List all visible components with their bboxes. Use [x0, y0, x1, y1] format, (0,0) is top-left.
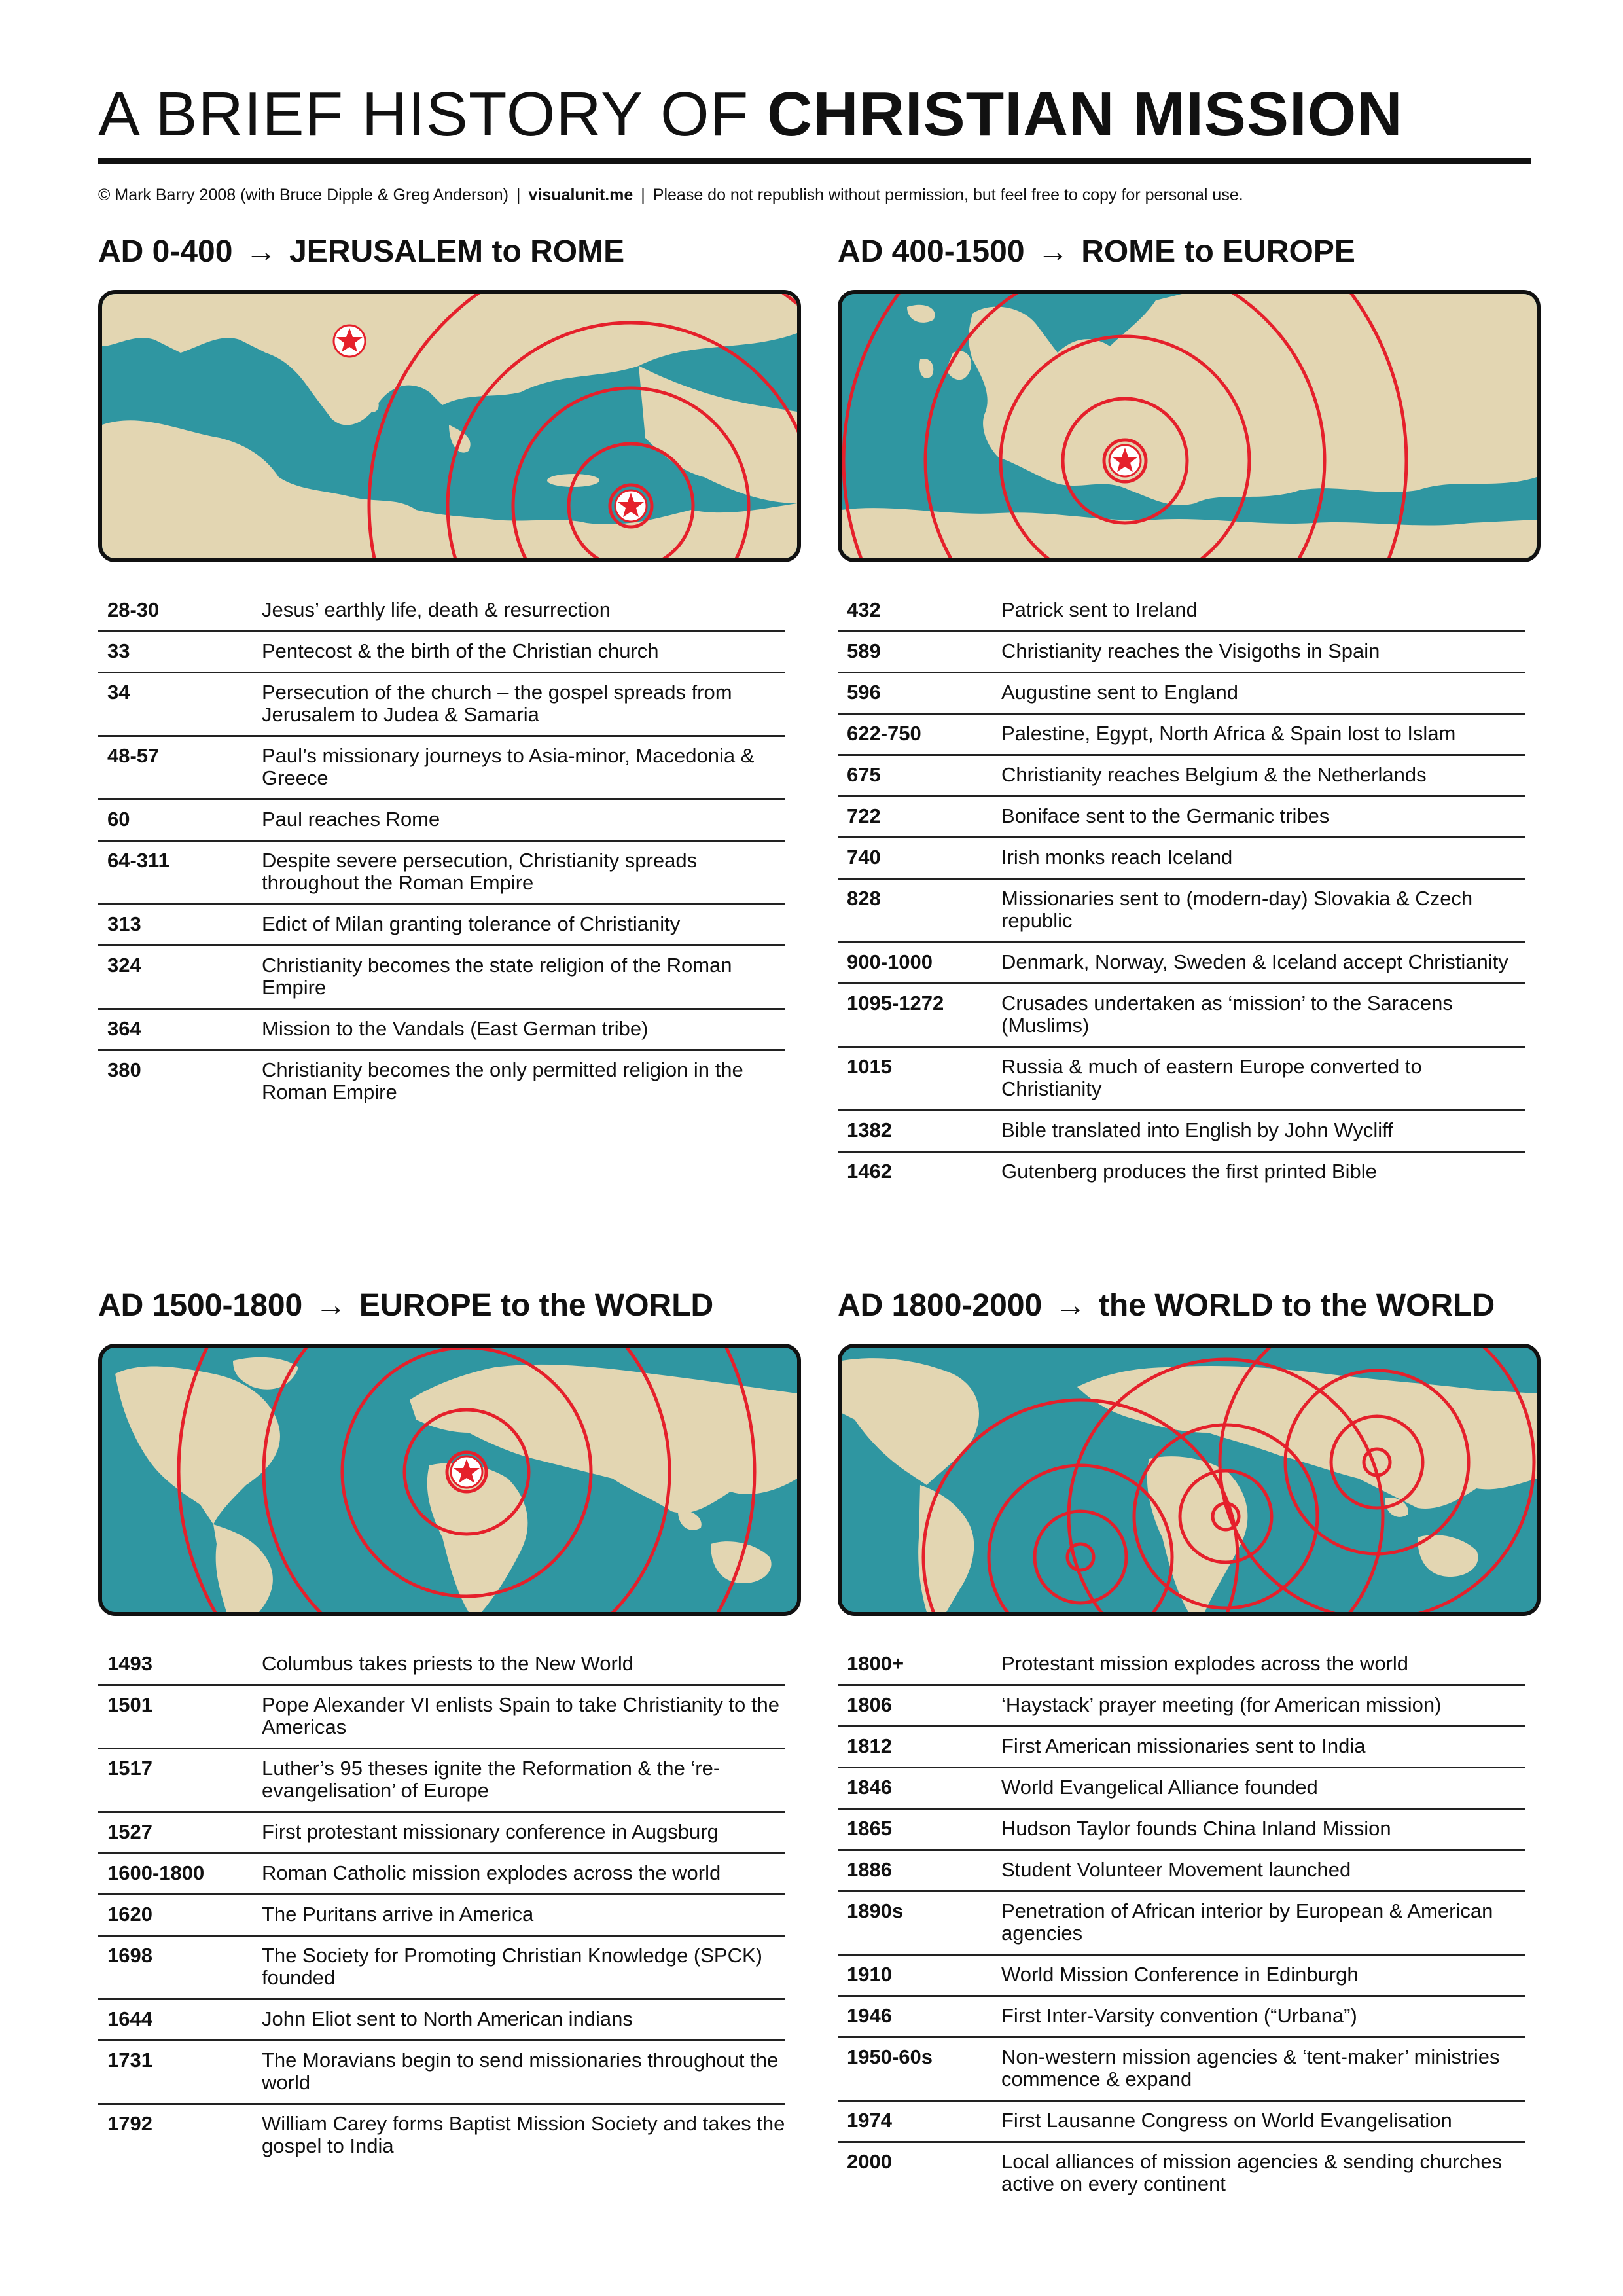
table-row: [98, 1812, 785, 1854]
table-row: [838, 1047, 1525, 1111]
section-title: [838, 1286, 1538, 1325]
event-description: Boniface sent to the Germanic tribes: [1001, 797, 1525, 838]
table-row: [98, 1050, 785, 1113]
event-year: 589: [838, 632, 1001, 673]
table-row: [838, 2142, 1525, 2205]
event-year: 1846: [838, 1768, 1001, 1809]
arrow-right-icon: →: [1046, 1288, 1095, 1323]
event-description: Patrick sent to Ireland: [1001, 591, 1525, 632]
event-year: 1698: [98, 1936, 262, 2000]
event-description: Protestant mission explodes across the world: [1001, 1645, 1525, 1685]
event-year: 380: [107, 1058, 141, 1081]
event-description: Irish monks reach Iceland: [1001, 838, 1525, 879]
section-title: [98, 1286, 798, 1325]
table-row: [838, 1768, 1525, 1809]
event-description: Gutenberg produces the first printed Bible: [1001, 1160, 1377, 1183]
map-graphic: [102, 1348, 797, 1612]
table-row: [838, 2101, 1525, 2142]
event-description: Persecution of the church – the gospel spreads from Jerusalem to Judea & Samaria: [262, 673, 785, 736]
event-year: 1865: [838, 1809, 1001, 1850]
event-year: 1890s: [838, 1892, 1001, 1955]
arrow-right-icon: →: [236, 234, 286, 269]
event-year: 675: [838, 755, 1001, 797]
credit-line: © Mark Barry 2008 (with Bruce Dipple & Greg Anderson) | visualunit.me | Please do not republish without permission, but feel free to copy for personal use.: [98, 186, 1243, 204]
event-year: 722: [838, 797, 1001, 838]
event-description: Local alliances of mission agencies & sending churches active on every continent: [1001, 2150, 1503, 2195]
section-route: EUROPE to the WORLD: [359, 1288, 714, 1323]
table-row: [838, 984, 1525, 1047]
event-year: 1974: [838, 2101, 1001, 2142]
event-year: 324: [98, 946, 262, 1009]
table-row: [838, 632, 1525, 673]
arrow-right-icon: →: [1028, 234, 1078, 269]
event-description: The Puritans arrive in America: [262, 1895, 785, 1936]
table-row: [838, 591, 1525, 632]
event-year: 1792: [107, 2112, 152, 2135]
event-description: Non-western mission agencies & ‘tent-maker’ ministries commence & expand: [1001, 2037, 1525, 2101]
table-row: [838, 1645, 1525, 1685]
event-description: World Mission Conference in Edinburgh: [1001, 1955, 1525, 1996]
event-description: Pentecost & the birth of the Christian church: [262, 632, 785, 673]
event-year: 1517: [98, 1749, 262, 1812]
event-year: 1800+: [838, 1645, 1001, 1685]
table-row: [98, 591, 785, 632]
poster: [98, 79, 1531, 205]
event-year: 900-1000: [838, 942, 1001, 984]
table-row: [838, 1727, 1525, 1768]
event-description: Jesus’ earthly life, death & resurrection: [262, 591, 785, 632]
timeline-table: [838, 1645, 1525, 2204]
event-description: Crusades undertaken as ‘mission’ to the Saracens (Muslims): [1001, 984, 1525, 1047]
table-row: [838, 1850, 1525, 1892]
section-jerusalem-to-rome: [98, 232, 798, 1113]
table-row: [838, 879, 1525, 942]
event-description: Edict of Milan granting tolerance of Christianity: [262, 905, 785, 946]
map-graphic: [842, 1348, 1537, 1612]
table-row: [838, 1685, 1525, 1727]
section-route: JERUSALEM to ROME: [289, 234, 625, 269]
table-row: [838, 673, 1525, 714]
table-row: [98, 736, 785, 800]
event-description: World Evangelical Alliance founded: [1001, 1768, 1525, 1809]
event-year: 1527: [98, 1812, 262, 1854]
event-description: Christianity reaches the Visigoths in Spain: [1001, 632, 1525, 673]
timeline-table: [838, 591, 1525, 1192]
event-description: The Society for Promoting Christian Knowledge (SPCK) founded: [262, 1936, 785, 2000]
table-row: [838, 755, 1525, 797]
table-row: [838, 942, 1525, 984]
event-year: 1812: [838, 1727, 1001, 1768]
table-row: [838, 1892, 1525, 1955]
table-row: [98, 1749, 785, 1812]
permission-notice: Please do not republish without permission, but feel free to copy for personal use.: [652, 186, 1243, 204]
event-description: Penetration of African interior by European & American agencies: [1001, 1892, 1525, 1955]
event-year: 1946: [838, 1996, 1001, 2037]
event-year: 1600-1800: [98, 1854, 262, 1895]
section-route: ROME to EUROPE: [1081, 234, 1355, 269]
event-year: 48-57: [98, 736, 262, 800]
event-year: 1382: [838, 1111, 1001, 1152]
section-period: AD 1800-2000: [838, 1288, 1043, 1323]
section-period: AD 0-400: [98, 234, 233, 269]
map-mediterranean: [98, 290, 801, 562]
event-description: Columbus takes priests to the New World: [262, 1645, 785, 1685]
event-year: 740: [838, 838, 1001, 879]
timeline-table: [98, 591, 785, 1113]
site-link[interactable]: visualunit.me: [528, 186, 633, 204]
event-year: 1886: [838, 1850, 1001, 1892]
table-row: [98, 1895, 785, 1936]
section-europe-to-world: [98, 1286, 798, 2166]
event-description: The Moravians begin to send missionaries throughout the world: [262, 2041, 785, 2104]
event-year: 1806: [838, 1685, 1001, 1727]
event-description: Missionaries sent to (modern-day) Slovakia & Czech republic: [1001, 879, 1525, 942]
event-year: 1731: [98, 2041, 262, 2104]
event-description: First Lausanne Congress on World Evangelisation: [1001, 2101, 1525, 2142]
event-description: First Inter-Varsity convention (“Urbana”): [1001, 1996, 1525, 2037]
event-year: 33: [98, 632, 262, 673]
event-year: 1015: [838, 1047, 1001, 1111]
event-description: Despite severe persecution, Christianity spreads throughout the Roman Empire: [262, 841, 785, 905]
event-year: 1644: [98, 2000, 262, 2041]
map-graphic: [102, 294, 797, 558]
event-description: Bible translated into English by John Wycliff: [1001, 1111, 1525, 1152]
section-title: [838, 232, 1538, 272]
table-row: [98, 946, 785, 1009]
table-row: [838, 797, 1525, 838]
section-period: AD 400-1500: [838, 234, 1025, 269]
event-year: 313: [98, 905, 262, 946]
map-europe: [838, 290, 1541, 562]
timeline-table: [98, 1645, 785, 2166]
event-description: Christianity reaches Belgium & the Netherlands: [1001, 755, 1525, 797]
table-row: [838, 2037, 1525, 2101]
event-description: Augustine sent to England: [1001, 673, 1525, 714]
table-row: [838, 1111, 1525, 1152]
event-description: Paul reaches Rome: [262, 800, 785, 841]
table-row: [98, 1685, 785, 1749]
event-year: 64-311: [98, 841, 262, 905]
table-row: [98, 800, 785, 841]
event-description: Christianity becomes the only permitted religion in the Roman Empire: [262, 1058, 743, 1103]
event-description: Mission to the Vandals (East German tribe): [262, 1009, 785, 1050]
event-description: Denmark, Norway, Sweden & Iceland accept Christianity: [1001, 942, 1525, 984]
event-description: First American missionaries sent to India: [1001, 1727, 1525, 1768]
map-world-multi-center: [838, 1344, 1541, 1616]
event-description: ‘Haystack’ prayer meeting (for American mission): [1001, 1685, 1525, 1727]
event-year: 828: [838, 879, 1001, 942]
event-description: Pope Alexander VI enlists Spain to take Christianity to the Americas: [262, 1685, 785, 1749]
table-row: [838, 1152, 1525, 1193]
table-row: [838, 1996, 1525, 2037]
event-year: 1493: [98, 1645, 262, 1685]
event-description: William Carey forms Baptist Mission Society and takes the gospel to India: [262, 2112, 785, 2157]
event-description: John Eliot sent to North American indians: [262, 2000, 785, 2041]
event-year: 28-30: [98, 591, 262, 632]
event-description: Student Volunteer Movement launched: [1001, 1850, 1525, 1892]
event-description: First protestant missionary conference in Augsburg: [262, 1812, 785, 1854]
table-row: [98, 1936, 785, 2000]
table-row: [98, 1645, 785, 1685]
event-year: 1462: [847, 1160, 892, 1183]
map-graphic: [842, 294, 1537, 558]
event-year: 364: [98, 1009, 262, 1050]
table-row: [838, 838, 1525, 879]
event-year: 622-750: [838, 714, 1001, 755]
table-row: [98, 2000, 785, 2041]
event-description: Luther’s 95 theses ignite the Reformation & the ‘re-evangelisation’ of Europe: [262, 1749, 785, 1812]
table-row: [98, 2104, 785, 2167]
title-light: A BRIEF HISTORY OF: [98, 79, 749, 149]
event-year: 1950-60s: [838, 2037, 1001, 2101]
event-description: Paul’s missionary journeys to Asia-minor, Macedonia & Greece: [262, 736, 785, 800]
table-row: [98, 673, 785, 736]
page-title: [98, 79, 1531, 164]
event-year: 596: [838, 673, 1001, 714]
section-route: the WORLD to the WORLD: [1098, 1288, 1495, 1323]
section-world-to-world: [838, 1286, 1538, 2204]
event-description: Christianity becomes the state religion of the Roman Empire: [262, 946, 785, 1009]
event-year: 60: [98, 800, 262, 841]
table-row: [838, 1955, 1525, 1996]
event-description: Hudson Taylor founds China Inland Mission: [1001, 1809, 1525, 1850]
title-bold: CHRISTIAN MISSION: [766, 79, 1403, 149]
section-period: AD 1500-1800: [98, 1288, 303, 1323]
event-year: 34: [98, 673, 262, 736]
table-row: [98, 905, 785, 946]
table-row: [98, 2041, 785, 2104]
map-world-europe-center: [98, 1344, 801, 1616]
table-row: [98, 632, 785, 673]
table-row: [98, 1854, 785, 1895]
table-row: [98, 841, 785, 905]
event-year: 1910: [838, 1955, 1001, 1996]
section-title: [98, 232, 798, 272]
credit-text: © Mark Barry 2008 (with Bruce Dipple & Greg Anderson): [98, 186, 509, 204]
event-year: 1095-1272: [838, 984, 1001, 1047]
table-row: [98, 1009, 785, 1050]
arrow-right-icon: →: [306, 1288, 355, 1323]
event-description: Palestine, Egypt, North Africa & Spain lost to Islam: [1001, 714, 1525, 755]
event-description: Roman Catholic mission explodes across the world: [262, 1854, 785, 1895]
event-year: 1501: [98, 1685, 262, 1749]
event-year: 1620: [98, 1895, 262, 1936]
table-row: [838, 1809, 1525, 1850]
event-description: Russia & much of eastern Europe converted to Christianity: [1001, 1047, 1525, 1111]
table-row: [838, 714, 1525, 755]
section-rome-to-europe: [838, 232, 1538, 1192]
event-year: 432: [838, 591, 1001, 632]
event-year: 2000: [847, 2150, 892, 2173]
